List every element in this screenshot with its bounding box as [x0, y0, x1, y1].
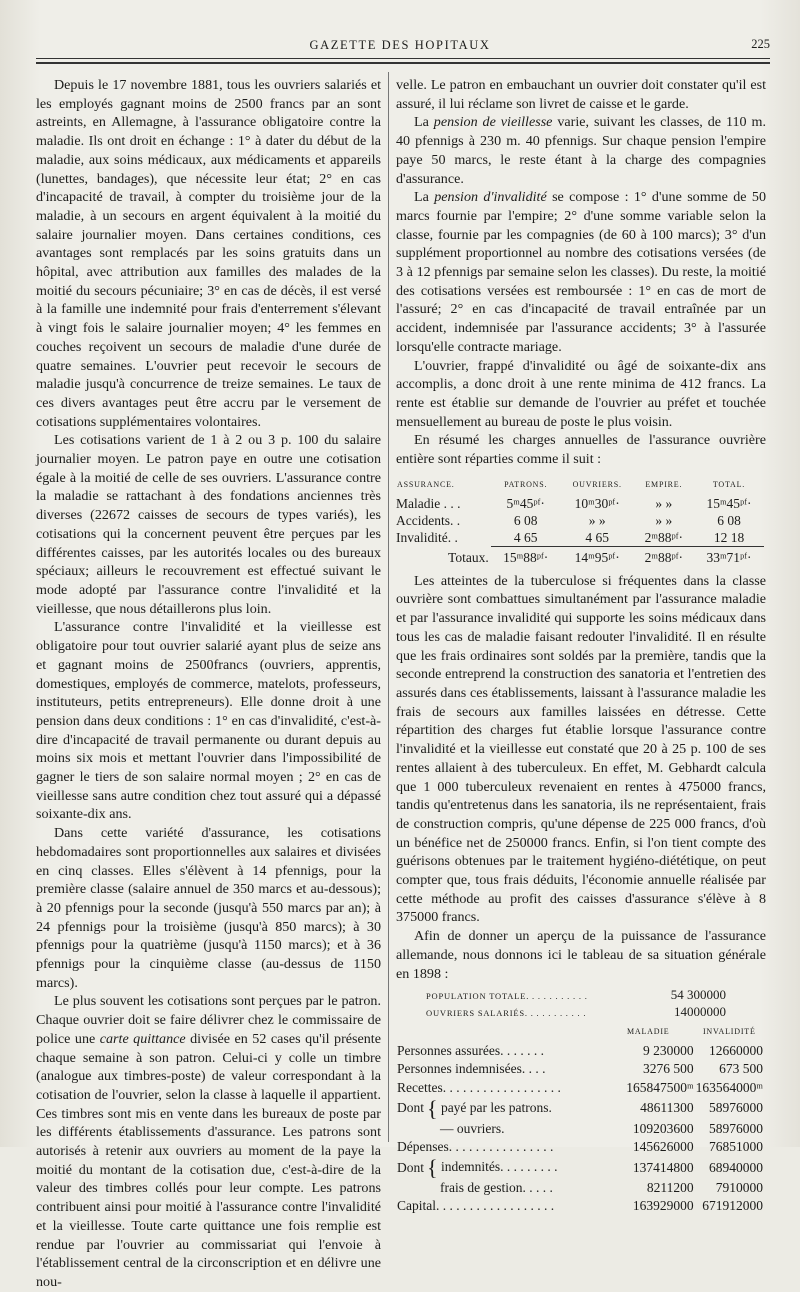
table-cell: 165847500ᵐ [626, 1080, 694, 1096]
table-cell: Dépenses. . . . . . . . . . . . . . . . [397, 1139, 554, 1155]
table-cell: Personnes indemnisées. . . . [397, 1061, 546, 1077]
table-cell: » » [588, 512, 606, 528]
table-cell: 673 500 [719, 1061, 763, 1077]
column-divider [388, 72, 389, 1142]
column-header: OUVRIERS. [572, 479, 622, 489]
table-row [396, 529, 764, 547]
header-rule-thick [36, 62, 770, 64]
population-line [396, 1004, 766, 1021]
header-rule [36, 58, 770, 59]
text-run: La [414, 114, 434, 131]
paragraph: L'assurance contre l'invalidité et la vieillesse est obligatoire pour tout ouvrier salarié ayant plus de seize ans et gagnant moins de 2500francs (ouvriers, apprentis, domestiques, employés de commerce, matelots, professeurs, instituteurs, petits entrepreneurs). Elle donne droit à une pension dans deux conditions : 1° en cas d'invalidité, c'est-à-dire d'incapacité de travail permanente ou durant depuis au moins six mois et mettant l'ouvrier dans l'impossibilité de gagner le tiers de son salaire normal moyen ; 2° en cas de vieillesse sans autre condition chez tout assuré qui a dépassé soixante-dix ans. [36, 619, 381, 823]
charges-table [396, 475, 764, 566]
text-run: divisée en 52 cases qu'il présente chaque semaine à son patron. Celui-ci y colle un timbre (analogue aux timbres-poste) de valeur correspondant à la cotisation de l'ouvrier, selon la classe à laquelle il appartient. Ces timbres sont mis en vente dans les bureaux de poste par les différents établissements d'assurance. Les patrons sont autorisés à retenir aux ouvriers au moment de la paye la moitié du montant de la cotisation due, c'est-à-dire de la valeur des timbres collés pour leur compte. Les patrons contribuent ainsi pour moitié à l'assurance contre l'invalidité et la vieillesse. Toute carte quittance une fois remplie est rendue par l'ouvrier au commissariat qui l'envoie à l'établissement central de la circonscription et en délivre une nou- [36, 1030, 381, 1290]
table-cell: 145626000 [632, 1139, 694, 1155]
dont-label: Dont [397, 1159, 424, 1175]
table-cell: 5ᵐ45ᵖᶠ· [506, 495, 545, 511]
table-row [396, 1157, 764, 1179]
table-cell-text: indemnités. . . . . . . . . [440, 1158, 558, 1174]
table-row [396, 1197, 764, 1216]
table-cell: 9 230000 [643, 1042, 694, 1058]
table-cell: 48611300 [640, 1100, 694, 1116]
population-block [396, 987, 766, 1021]
brace: { [427, 1095, 438, 1121]
table-cell: 8211200 [646, 1179, 694, 1195]
paragraph: Dans cette variété d'assurance, les cotisations hebdomadaires sont proportionnelles aux salaires et divisées en cinq classes. Elles s'élèvent à 14 pfennigs, pour la première classe (salaire annuel de 350 marcs et au-dessous); à 20 pfennigs pour la seconde (jusqu'à 550 marcs par an); à 24 pfennigs pour la troisième (jusqu'à 850 marcs); à 30 pfennigs pour la quatrième (jusqu'à 1150 marcs); et à 36 pfennigs pour la cinquième classe (au-dessus de 1150 marcs). [36, 825, 381, 991]
table-cell: 109203600 [632, 1120, 694, 1136]
italic-term: pension d'invalidité [434, 189, 547, 206]
table-cell: Accidents. . [396, 512, 461, 528]
table-cell: 6 08 [717, 512, 741, 528]
table-cell: 15ᵐ45ᵖᶠ· [706, 495, 752, 511]
table-cell: 163564000ᵐ [695, 1080, 763, 1096]
table-row [396, 1179, 764, 1198]
table-header-row [396, 1023, 764, 1042]
table-cell: 3276 500 [643, 1061, 694, 1077]
table-total-row [396, 546, 764, 566]
table-row [396, 1120, 764, 1139]
population-label: POPULATION TOTALE. . . . . . . . . . . [426, 991, 588, 1002]
table-cell: 4 65 [561, 529, 634, 547]
table-cell: 10ᵐ30ᵖᶠ· [574, 495, 620, 511]
left-column [36, 76, 381, 1292]
table-cell: — ouvriers. [440, 1120, 505, 1136]
table-cell-text: payé par les patrons. [440, 1099, 552, 1115]
paragraph [396, 188, 766, 356]
table-row [396, 1042, 764, 1061]
brace: { [427, 1154, 438, 1180]
table-cell: 15ᵐ88ᵖᶠ· [503, 549, 549, 565]
table-row [396, 1138, 764, 1157]
paragraph: En résumé les charges annuelles de l'assurance ouvrière entière sont réparties comme il suit : [396, 432, 766, 468]
situation-table [396, 1023, 764, 1216]
table-row [396, 1060, 764, 1079]
table-row [396, 512, 764, 529]
table-cell: 163929000 [632, 1198, 694, 1214]
table-cell: 4 65 [491, 529, 561, 547]
table-cell: 33ᵐ71ᵖᶠ· [706, 549, 752, 565]
table-cell: 671912000 [702, 1198, 763, 1214]
table-cell: » » [655, 495, 673, 511]
table-cell: 12660000 [709, 1042, 763, 1058]
table-cell: » » [655, 512, 673, 528]
table-cell: Recettes. . . . . . . . . . . . . . . . . . [397, 1080, 561, 1096]
table-cell: 68940000 [709, 1159, 763, 1175]
text-run: La [414, 189, 435, 206]
italic-term: pension de vieillesse [433, 114, 553, 131]
table-cell: 7910000 [715, 1179, 763, 1195]
table-cell: 58976000 [709, 1100, 763, 1116]
paragraph [396, 113, 766, 188]
right-column [396, 76, 766, 1216]
table-cell: Capital. . . . . . . . . . . . . . . . . . [397, 1198, 555, 1214]
table-row [396, 495, 764, 512]
column-header: PATRONS. [504, 479, 548, 489]
paragraph: velle. Le patron en embauchant un ouvrier doit constater qu'il est assuré, il lui réclame son livret de caisse et le garde. [396, 77, 766, 112]
population-label: OUVRIERS SALARIÉS. . . . . . . . . . . [426, 1008, 587, 1019]
column-header: MALADIE [626, 1027, 670, 1037]
running-header-title: GAZETTE DES HOPITAUX [309, 38, 491, 52]
table-cell: 76851000 [709, 1139, 763, 1155]
text-run: se compose : 1° d'une somme de 50 marcs fournie par l'empire; 2° d'une somme variable selon la classe, fournie par les compagnies (de 60 à 100 marcs); 3° d'un supplément proportionnel au nombre des cotisations versées (de 3 à 12 pfennigs par semaine selon les classes). Du reste, la moitié des cotisations versées est remboursée : 1° en cas de mort de l'assuré; 2° en cas d'incapacité de travail entraînée par un accident, indemnisée par l'assurance accidents; 3° à l'assurée lorsqu'elle contracte mariage. [396, 189, 767, 355]
table-cell: 6 08 [513, 512, 538, 528]
text-run: varie, suivant les classes, de 110 m. 40 pfennigs à 230 m. 40 pfennigs. Sur chaque pension l'empire paye 50 marcs, le reste étant à la charge des compagnies d'assurance. [396, 114, 766, 187]
paragraph: Les cotisations varient de 1 à 2 ou 3 p. 100 du salaire journalier moyen. Le patron paye en outre une cotisation égale à la moitié de celle de ses ouvriers. L'assurance contre la maladie se rattachant à des fondations anciennes très diverses (22672 caisses de secours de types variés), les cotisations qui la concernent peuvent être perçues par les différentes caisses, par les autorités locales ou des bureaux spéciaux; ailleurs le recouvrement est effectué suivant le mode adopté par l'assurance contre l'invalidité et la vieillesse, que nous détaillerons plus loin. [36, 432, 381, 617]
population-value: 54 300000 [670, 987, 726, 1003]
table-cell: 12 18 [694, 529, 764, 547]
column-header: TOTAL. [712, 479, 746, 489]
italic-term: carte quittance [99, 1030, 186, 1047]
text-run: Le plus souvent les cotisations sont perçues par le patron. Chaque ouvrier doit se faire délivrer chez le commissaire de police une [36, 993, 381, 1047]
page-number: 225 [751, 37, 770, 51]
table-cell: 2ᵐ88ᵖᶠ· [634, 529, 694, 547]
table-cell: Invalidité. . [396, 530, 458, 546]
table-cell [396, 1095, 602, 1121]
table-cell: 14ᵐ95ᵖᶠ· [574, 549, 620, 565]
table-cell: 2ᵐ88ᵖᶠ· [644, 549, 683, 565]
paragraph: Depuis le 17 novembre 1881, tous les ouvriers salariés et les employés gagnant moins de 2500 francs par an sont astreints, en Allemagne, à l'assurance obligatoire contre la maladie. Ils ont droit en échange : 1° à dater du début de la maladie, aux soins médicaux, aux médicaments et appareils (lunettes, bandages), que nécessite leur état; 2° en cas d'incapacité de travail, à compter du troisième jour de la maladie, à un secours en argent équivalent à la moitié du salaire journalier moyen. Dans certaines conditions, ces avantages sont remplacés par les soins gratuits dans un hôpital, avec attribution aux familles des malades de la moitié du secours pécuniaire; 3° en cas de décès, il est versé à la famille une indemnité pour frais d'enterrement s'élevant à vingt fois le salaire journalier moyen; 4° les femmes en couches reçoivent un secours de maladie d'une durée de quatre semaines. L'ouvrier peut recevoir le secours de maladie jusqu'à concurrence de treize semaines. Le taux de ces divers avantages peut être accru par le versement de cotisations supplémentaires volontaires. [36, 77, 381, 430]
table-cell: Totaux. [448, 549, 489, 565]
paragraph [36, 992, 381, 1291]
population-line [396, 987, 766, 1004]
paragraph: Afin de donner un aperçu de la puissance de l'assurance allemande, nous donnons ici le tableau de sa situation générale en 1898 : [396, 928, 766, 982]
table-cell: frais de gestion. . . . . [440, 1179, 553, 1195]
column-header: EMPIRE. [645, 479, 683, 489]
dont-label: Dont [397, 1100, 424, 1116]
table-cell [396, 1154, 602, 1180]
column-header: INVALIDITÉ [702, 1027, 756, 1037]
table-cell: Maladie . . . [396, 495, 461, 511]
table-cell: Personnes assurées. . . . . . . [397, 1042, 544, 1058]
table-header-row [396, 475, 764, 495]
paragraph: L'ouvrier, frappé d'invalidité ou âgé de soixante-dix ans accomplis, a donc droit à une rente minima de 412 francs. La rente est établie sur demande de l'ouvrier au préfet et touchée mensuellement au bureau de poste le plus voisin. [396, 357, 766, 430]
population-value: 14000000 [674, 1004, 726, 1020]
table-row [396, 1098, 764, 1120]
table-cell: 58976000 [709, 1120, 763, 1136]
table-cell: 137414800 [632, 1159, 694, 1175]
column-header: ASSURANCE. [397, 479, 455, 489]
paragraph: Les atteintes de la tuberculose si fréquentes dans la classe ouvrière sont combattues simultanément par l'assurance maladie et par l'assurance invalidité qui supporte les soins médicaux dans tous les cas de maladie faisant redouter l'invalidité. Il en résulte que les frais ordinaires sont soldés par la première, tandis que la seconde entreprend la construction des sanatoria et l'entretien des assurés dans ces établissements, laissant à l'assurance maladie les frais de secours aux familles laissées en détresse. Cette répartition des charges fut établie lorsque l'assurance contre l'invalidité et la vieillesse eut constaté que 20 à 25 p. 100 de ses rentes allaient à des tuberculeux. En effet, M. Gebhardt calcula que 1 000 tuberculeux revenaient en rentes à 475000 francs, tandis qu'entretenus dans les sanatoria, ils ne représentaient, frais de construction compris, qu'une dépense de 225 000 francs, d'où un bénéfice net de 250000 francs. Enfin, si l'on tient compte des guérisons obtenues par le traitement hygiéno-diététique, on peut compter que, tous frais déduits, l'économie annuelle réalisée par cette méthode au profit des caisses d'assurance s'élève à 8 375000 francs. [396, 572, 766, 926]
table-row [396, 1079, 764, 1098]
